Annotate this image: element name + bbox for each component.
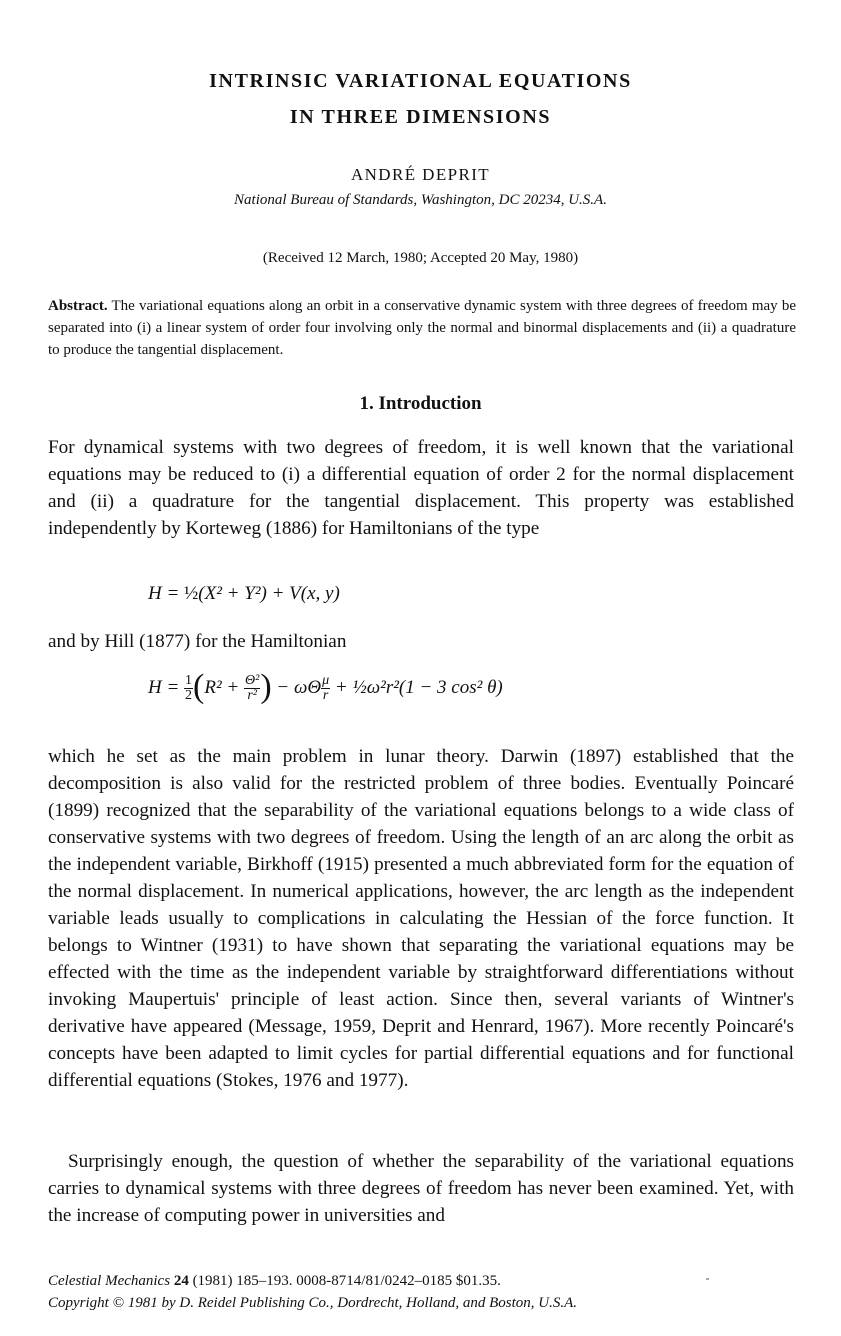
equation-korteweg xyxy=(148,583,340,605)
received-dates: (Received 12 March, 1980; Accepted 20 May, 1980) xyxy=(262,250,579,266)
abstract xyxy=(48,295,796,361)
eq2-lhs: H = xyxy=(148,676,185,698)
footer-copyright: Copyright © 1981 by D. Reidel Publishing Co., Dordrecht, Holland, and Boston, U.S.A. xyxy=(48,1295,577,1311)
eq1-body: (X² + Y²) + V(x, y) xyxy=(198,583,340,604)
footer-issn: (1981) 185–193. 0008-8714/81/0242–0185 $01.35. xyxy=(192,1273,501,1289)
paragraph-2-text: and by Hill (1877) for the Hamiltonian xyxy=(48,631,347,652)
paragraph-3-text: which he set as the main problem in lunar theory. Darwin (1897) established that the decomposition is also valid for the restricted problem of three bodies. Eventually Poincaré (1899) recognized that the separability of the variational equations belongs to a wide class of conservative systems with two degrees of freedom. Using the length of an arc along the orbit as the independent variable, Birkhoff (1915) presented a much abbreviated form for the equation of the normal displacement. In numerical applications, however, the arc length as the independent variable leads usually to complications in calculating the Hessian of the force function. It belongs to Wintner (1931) to have shown that separating the variational equations may be effected with the time as the independent variable by straightforward differentiations without invoking Maupertuis' principle of least action. Since then, several variants of Wintner's derivative have appeared (Message, 1959, Deprit and Henrard, 1967). More recently Poincaré's concepts have been adapted to limit cycles for partial differential equations and for functional differential equations (Stokes, 1976 and 1977). xyxy=(48,746,794,1091)
footer-citation xyxy=(48,1270,501,1292)
footer-volume: 24 xyxy=(173,1273,189,1289)
paragraph-2 xyxy=(48,628,794,655)
scan-speck xyxy=(706,1278,709,1280)
paragraph-1-text: For dynamical systems with two degrees of freedom, it is well known that the variational equations may be reduced to (i) a differential equation of order 2 for the normal displacement and (ii) a quadrature for the tangential displacement. This property was established independently by Korteweg (1886) for Hamiltonians of the type xyxy=(48,437,794,539)
eq2-frac-mu: $\frac{\mu}{r}$ xyxy=(322,673,330,703)
eq2-R: R² + xyxy=(204,676,244,698)
eq2-mid: − ωΘ xyxy=(271,676,322,698)
paragraph-3 xyxy=(48,743,794,1094)
paragraph-4-text: Surprisingly enough, the question of whether the separability of the variational equations carries to dynamical systems with three degrees of freedom has never been examined. Yet, with the increase of computing power in universities and xyxy=(48,1151,794,1226)
eq2-frac-half: $\frac{1}{2}$ xyxy=(185,673,193,703)
section-heading: 1. Introduction xyxy=(359,393,482,414)
author-name: ANDRÉ DEPRIT xyxy=(350,165,491,184)
footer-journal: Celestial Mechanics xyxy=(48,1273,171,1289)
abstract-text: The variational equations along an orbit in a conservative dynamic system with three degrees of freedom may be separated into (i) a linear system of order four involving only the normal and binormal displacements and (ii) a quadrature to produce the tangential displacement. xyxy=(48,298,796,358)
paragraph-1 xyxy=(48,434,794,542)
equation-hill: H = $\frac{1}{2}$ (R² + $\frac{\text{Θ²}}{\text{r²}}$ ) − ωΘ $\frac{\mu}{r}$ + ½ω²r²(1 − 3 cos² θ) xyxy=(148,667,503,705)
eq1-lhs: H = xyxy=(148,583,185,604)
eq1-half: ½ xyxy=(184,583,199,604)
eq2-frac-theta: $\frac{\text{Θ²}}{\text{r²}}$ xyxy=(245,673,260,703)
author-affiliation: National Bureau of Standards, Washington, DC 20234, U.S.A. xyxy=(234,192,607,208)
abstract-label: Abstract. xyxy=(48,298,108,314)
paper-title-line1: INTRINSIC VARIATIONAL EQUATIONS xyxy=(209,70,632,92)
paragraph-4 xyxy=(48,1148,794,1229)
paper-title-line2: IN THREE DIMENSIONS xyxy=(289,106,552,128)
eq2-tail: + ½ω²r²(1 − 3 cos² θ) xyxy=(330,676,503,698)
